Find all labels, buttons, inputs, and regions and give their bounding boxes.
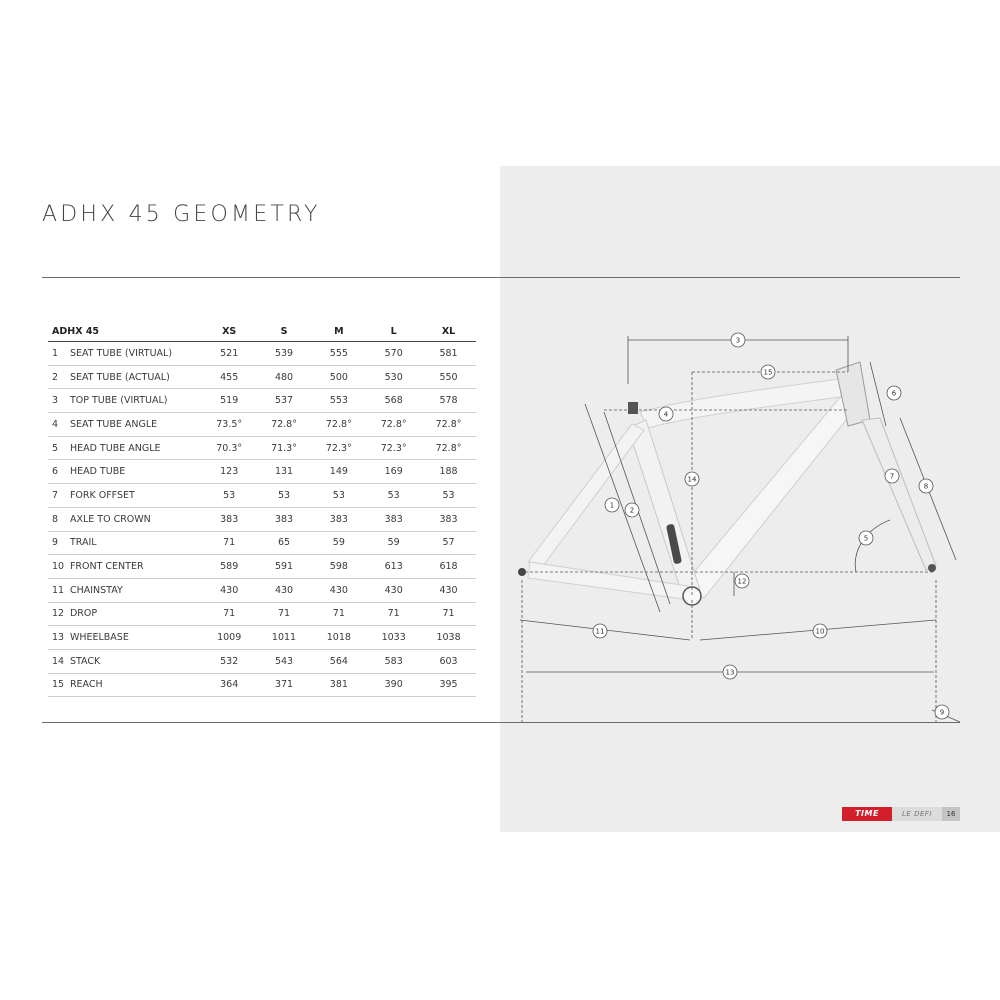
callout-label: 15 — [763, 368, 773, 377]
row-value-l: 568 — [366, 389, 421, 413]
row-value-l: 570 — [366, 342, 421, 366]
row-value-s: 53 — [257, 484, 312, 508]
size-header-l: L — [366, 321, 421, 342]
row-value-xl: 71 — [421, 602, 476, 626]
row-number: 10 — [48, 555, 70, 579]
row-value-xs: 383 — [202, 507, 257, 531]
table-row — [48, 673, 476, 697]
callout-8 — [919, 479, 933, 493]
row-value-m: 1018 — [311, 626, 366, 650]
row-number: 2 — [48, 365, 70, 389]
fork — [862, 418, 936, 570]
callout-13 — [723, 665, 737, 679]
row-value-s: 71 — [257, 602, 312, 626]
row-value-xs: 364 — [202, 673, 257, 697]
row-value-l: 430 — [366, 578, 421, 602]
callout-label: 2 — [629, 506, 635, 515]
row-value-xl: 581 — [421, 342, 476, 366]
row-label: SEAT TUBE (ACTUAL) — [70, 365, 202, 389]
callout-label: 7 — [889, 472, 895, 481]
row-value-xl: 53 — [421, 484, 476, 508]
ht-angle-arc — [855, 520, 890, 572]
row-value-xl: 578 — [421, 389, 476, 413]
callout-10 — [813, 624, 827, 638]
seat-tube — [628, 420, 700, 594]
row-value-xl: 1038 — [421, 626, 476, 650]
page-title: ADHX 45 GEOMETRY — [42, 202, 321, 227]
row-number: 5 — [48, 436, 70, 460]
row-value-xs: 71 — [202, 531, 257, 555]
row-value-m: 555 — [311, 342, 366, 366]
row-number: 7 — [48, 484, 70, 508]
row-value-xl: 395 — [421, 673, 476, 697]
row-value-l: 613 — [366, 555, 421, 579]
callout-label: 10 — [815, 627, 825, 636]
size-header-m: M — [311, 321, 366, 342]
row-number: 15 — [48, 673, 70, 697]
row-label: HEAD TUBE — [70, 460, 202, 484]
row-value-xl: 430 — [421, 578, 476, 602]
row-value-s: 131 — [257, 460, 312, 484]
callout-label: 9 — [939, 708, 945, 717]
table-row — [48, 507, 476, 531]
down-tube — [684, 390, 862, 598]
row-value-xs: 532 — [202, 649, 257, 673]
row-value-m: 71 — [311, 602, 366, 626]
size-header-xl: XL — [421, 321, 476, 342]
callout-12 — [735, 574, 749, 588]
row-value-s: 537 — [257, 389, 312, 413]
row-label: AXLE TO CROWN — [70, 507, 202, 531]
row-value-m: 500 — [311, 365, 366, 389]
row-value-m: 383 — [311, 507, 366, 531]
ht-dim — [870, 362, 886, 426]
size-header-s: S — [257, 321, 312, 342]
table-row — [48, 484, 476, 508]
callout-14 — [685, 472, 699, 486]
callout-6 — [887, 386, 901, 400]
row-label: TOP TUBE (VIRTUAL) — [70, 389, 202, 413]
seat-clamp — [628, 402, 638, 414]
row-value-m: 564 — [311, 649, 366, 673]
row-label: SEAT TUBE ANGLE — [70, 413, 202, 437]
row-value-s: 71.3° — [257, 436, 312, 460]
row-label: WHEELBASE — [70, 626, 202, 650]
callout-1 — [605, 498, 619, 512]
callout-label: 11 — [595, 627, 605, 636]
row-value-xs: 521 — [202, 342, 257, 366]
geometry-table — [48, 321, 476, 697]
callout-label: 13 — [725, 668, 735, 677]
table-row — [48, 342, 476, 366]
row-value-xs: 455 — [202, 365, 257, 389]
table-row — [48, 531, 476, 555]
callout-label: 8 — [923, 482, 929, 491]
row-value-l: 72.8° — [366, 413, 421, 437]
row-number: 6 — [48, 460, 70, 484]
row-label: REACH — [70, 673, 202, 697]
row-number: 4 — [48, 413, 70, 437]
row-value-s: 543 — [257, 649, 312, 673]
callout-3 — [731, 333, 745, 347]
brand-logo: TIME — [842, 807, 892, 821]
row-value-l: 59 — [366, 531, 421, 555]
row-value-xs: 53 — [202, 484, 257, 508]
row-value-m: 598 — [311, 555, 366, 579]
row-value-m: 72.3° — [311, 436, 366, 460]
row-value-l: 390 — [366, 673, 421, 697]
row-value-xl: 72.8° — [421, 413, 476, 437]
table-row — [48, 389, 476, 413]
table-row — [48, 626, 476, 650]
table-header-model: ADHX 45 — [48, 321, 202, 342]
row-value-xs: 73.5° — [202, 413, 257, 437]
callout-label: 1 — [609, 501, 615, 510]
callout-9 — [935, 705, 949, 719]
row-label: HEAD TUBE ANGLE — [70, 436, 202, 460]
row-value-l: 383 — [366, 507, 421, 531]
row-value-xl: 618 — [421, 555, 476, 579]
front-axle — [928, 564, 936, 572]
row-value-xl: 550 — [421, 365, 476, 389]
row-value-l: 169 — [366, 460, 421, 484]
table-header-row — [48, 321, 476, 342]
callout-7 — [885, 469, 899, 483]
callout-15 — [761, 365, 775, 379]
callout-label: 14 — [687, 475, 697, 484]
row-label: TRAIL — [70, 531, 202, 555]
row-number: 11 — [48, 578, 70, 602]
size-header-xs: XS — [202, 321, 257, 342]
row-value-l: 53 — [366, 484, 421, 508]
row-value-s: 480 — [257, 365, 312, 389]
row-value-xs: 1009 — [202, 626, 257, 650]
row-value-m: 149 — [311, 460, 366, 484]
row-value-s: 72.8° — [257, 413, 312, 437]
top-tube — [640, 378, 848, 428]
chain-stay — [528, 562, 690, 600]
frame-drawing — [518, 362, 936, 605]
table-body — [48, 342, 476, 697]
model-name: LE DEFI — [892, 807, 942, 821]
row-value-xl: 383 — [421, 507, 476, 531]
row-number: 12 — [48, 602, 70, 626]
callout-label: 6 — [891, 389, 897, 398]
row-label: FORK OFFSET — [70, 484, 202, 508]
table-row — [48, 649, 476, 673]
row-value-xs: 589 — [202, 555, 257, 579]
row-value-s: 1011 — [257, 626, 312, 650]
row-value-xl: 72.8° — [421, 436, 476, 460]
row-label: STACK — [70, 649, 202, 673]
row-value-m: 59 — [311, 531, 366, 555]
bike-frame-diagram — [500, 300, 970, 730]
row-value-l: 72.3° — [366, 436, 421, 460]
row-value-xs: 430 — [202, 578, 257, 602]
row-number: 8 — [48, 507, 70, 531]
row-label: FRONT CENTER — [70, 555, 202, 579]
row-number: 1 — [48, 342, 70, 366]
top-divider — [42, 277, 960, 278]
row-value-m: 553 — [311, 389, 366, 413]
row-value-s: 591 — [257, 555, 312, 579]
row-value-l: 583 — [366, 649, 421, 673]
row-value-xl: 603 — [421, 649, 476, 673]
row-value-s: 65 — [257, 531, 312, 555]
row-value-s: 539 — [257, 342, 312, 366]
row-number: 3 — [48, 389, 70, 413]
row-value-xl: 57 — [421, 531, 476, 555]
row-label: DROP — [70, 602, 202, 626]
row-label: SEAT TUBE (VIRTUAL) — [70, 342, 202, 366]
table-row — [48, 555, 476, 579]
table-row — [48, 413, 476, 437]
row-label: CHAINSTAY — [70, 578, 202, 602]
callout-4 — [659, 407, 673, 421]
row-value-xs: 123 — [202, 460, 257, 484]
row-value-xs: 71 — [202, 602, 257, 626]
table-row — [48, 602, 476, 626]
row-value-l: 530 — [366, 365, 421, 389]
row-number: 14 — [48, 649, 70, 673]
callout-label: 4 — [663, 410, 669, 419]
row-number: 13 — [48, 626, 70, 650]
table-row — [48, 578, 476, 602]
row-value-s: 430 — [257, 578, 312, 602]
callout-label: 5 — [863, 534, 869, 543]
row-number: 9 — [48, 531, 70, 555]
row-value-l: 1033 — [366, 626, 421, 650]
row-value-m: 430 — [311, 578, 366, 602]
table-row — [48, 436, 476, 460]
row-value-s: 383 — [257, 507, 312, 531]
callout-2 — [625, 503, 639, 517]
row-value-l: 71 — [366, 602, 421, 626]
page-number: 16 — [942, 807, 960, 821]
row-value-xs: 70.3° — [202, 436, 257, 460]
callout-5 — [859, 531, 873, 545]
row-value-m: 72.8° — [311, 413, 366, 437]
table-row — [48, 365, 476, 389]
row-value-m: 381 — [311, 673, 366, 697]
callout-11 — [593, 624, 607, 638]
row-value-m: 53 — [311, 484, 366, 508]
callout-label: 12 — [737, 577, 747, 586]
table-row — [48, 460, 476, 484]
callout-label: 3 — [735, 336, 741, 345]
row-value-s: 371 — [257, 673, 312, 697]
seat-stay — [528, 424, 644, 570]
row-value-xl: 188 — [421, 460, 476, 484]
row-value-xs: 519 — [202, 389, 257, 413]
